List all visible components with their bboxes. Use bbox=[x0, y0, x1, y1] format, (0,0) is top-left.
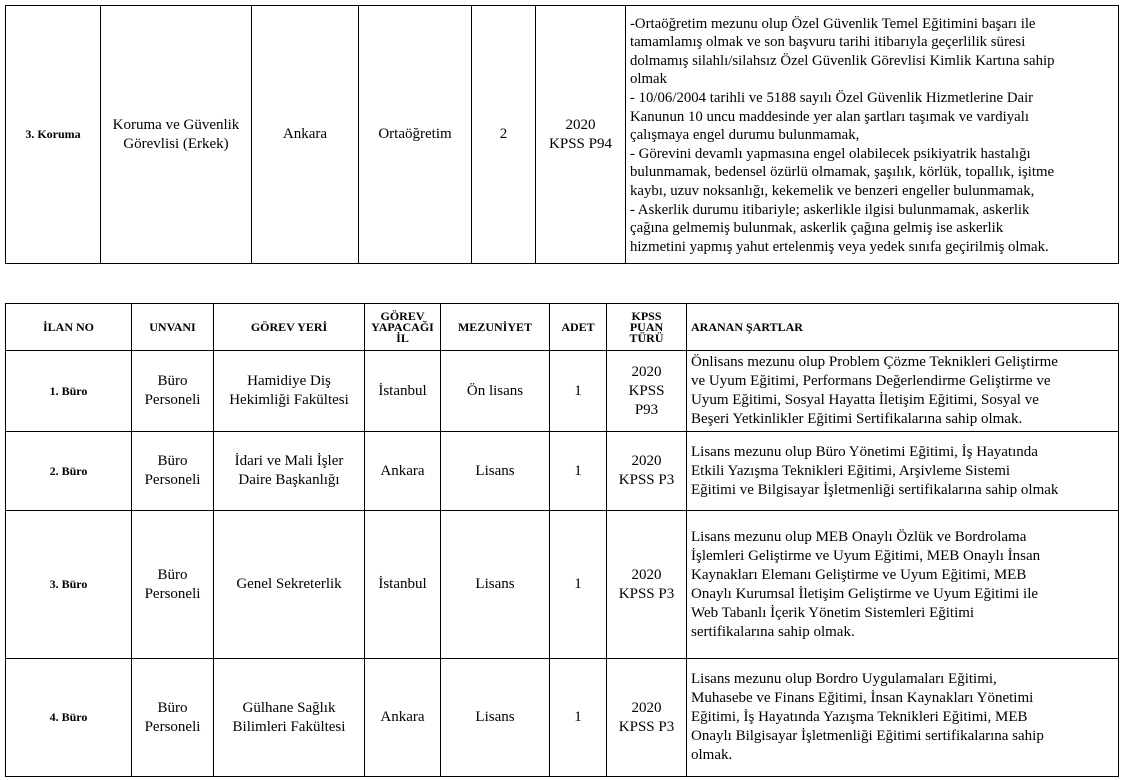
continuation-table bbox=[5, 5, 1119, 264]
header-mezuniyet: MEZUNİYET bbox=[441, 304, 550, 351]
header-unvan: UNVANI bbox=[132, 304, 214, 351]
unvan-cell: Büro Personeli bbox=[132, 659, 214, 777]
il-cell: Ankara bbox=[365, 432, 441, 511]
header-adet: ADET bbox=[550, 304, 607, 351]
kpss-cell: 2020 KPSS P3 bbox=[607, 511, 687, 659]
kpss-type: KPSS P94 bbox=[549, 135, 612, 152]
gorev-yeri-cell: Hamidiye Diş Hekimliği Fakültesi bbox=[214, 351, 365, 432]
adet-cell: 1 bbox=[550, 432, 607, 511]
sart-line: kaybı, uzuv noksanlığı, kekemelik ve benzeri engeller bulunmamak, bbox=[630, 182, 1035, 199]
header-sartlar: ARANAN ŞARTLAR bbox=[687, 304, 1119, 351]
table-row bbox=[6, 511, 1119, 659]
gorev-yeri-cell: İdari ve Mali İşler Daire Başkanlığı bbox=[214, 432, 365, 511]
sartlar-cell: Lisans mezunu olup Bordro Uygulamaları Eğitimi, Muhasebe ve Finans Eğitimi, İnsan Kaynakları Yönetimi Eğitimi, İş Hayatında Yazışma Teknikleri Eğitimi, MEB Onaylı Bilgisayar İşletmenliği Eğitimi sertifikalarına sahip olmak. bbox=[687, 659, 1119, 777]
ilan-no-cell: 2. Büro bbox=[6, 432, 132, 511]
sart-line: olmak bbox=[630, 71, 667, 88]
gorev-yeri-cell: Ankara bbox=[252, 6, 359, 264]
sart-line: Kanunun 10 uncu maddesinde yer alan şartları taşımak ve vardiyalı bbox=[630, 108, 1029, 125]
ilan-no-cell: 1. Büro bbox=[6, 351, 132, 432]
sartlar-cell: Önlisans mezunu olup Problem Çözme Teknikleri Geliştirme ve Uyum Eğitimi, Performans Değerlendirme Geliştirme ve Uyum Eğitimi, Sosyal Hayatta İletişim Eğitimi, Sosyal ve Beşeri Yetkinlikler Eğitimi Sertifikalarına sahip olmak. bbox=[687, 351, 1119, 432]
gorev-yeri-cell: Genel Sekreterlik bbox=[214, 511, 365, 659]
header-ilan-no: İLAN NO bbox=[6, 304, 132, 351]
table-row bbox=[6, 659, 1119, 777]
il-cell: İstanbul bbox=[365, 511, 441, 659]
kpss-cell: 2020 KPSS P3 bbox=[607, 659, 687, 777]
adet-cell: 1 bbox=[550, 351, 607, 432]
sart-line: çalışmaya engel durumu bulunmamak, bbox=[630, 127, 860, 144]
unvan-cell: Büro Personeli bbox=[132, 432, 214, 511]
table-row bbox=[6, 6, 1119, 264]
sart-line: hizmetini yapmış yahut ertelenmiş veya yedek sınıfa geçirilmiş olmak. bbox=[630, 238, 1049, 255]
sart-line: - Görevini devamlı yapmasına engel olabilecek psikiyatrik hastalığı bbox=[630, 145, 1031, 162]
sartlar-cell: Lisans mezunu olup MEB Onaylı Özlük ve Bordrolama İşlemleri Geliştirme ve Uyum Eğitimi, MEB Onaylı İnsan Kaynakları Elemanı Geliştirme ve Uyum Eğitimi, MEB Onaylı Kurumsal İletişim Geliştirme ve Uyum Eğitimi ile Web Tabanlı İçerik Yönetim Sistemleri Eğitimi sertifikalarına sahip olmak. bbox=[687, 511, 1119, 659]
mezuniyet-cell: Ön lisans bbox=[441, 351, 550, 432]
gorev-yeri-cell: Gülhane Sağlık Bilimleri Fakültesi bbox=[214, 659, 365, 777]
header-row bbox=[6, 304, 1119, 351]
ilan-no-cell: 4. Büro bbox=[6, 659, 132, 777]
sart-line: tamamlamış olmak ve son başvuru tarihi itibarıyla geçerlilik süresi bbox=[630, 34, 1026, 51]
table-row bbox=[6, 432, 1119, 511]
mezuniyet-cell: Lisans bbox=[441, 659, 550, 777]
sart-line: dolmamış silahlı/silahsız Özel Güvenlik Görevlisi Kimlik Kartına sahip bbox=[630, 52, 1055, 69]
header-il: GÖREV YAPACAĞI İL bbox=[365, 304, 441, 351]
table-row bbox=[6, 351, 1119, 432]
kpss-cell bbox=[536, 6, 626, 264]
mezuniyet-cell: Ortaöğretim bbox=[359, 6, 472, 264]
il-cell: İstanbul bbox=[365, 351, 441, 432]
header-kpss: KPSS PUAN TÜRÜ bbox=[607, 304, 687, 351]
adet-cell: 1 bbox=[550, 511, 607, 659]
adet-cell: 1 bbox=[550, 659, 607, 777]
sart-line: çağına gelmemiş bulunmak, askerlik çağına gelmiş ise askerlik bbox=[630, 220, 1004, 237]
ilan-no-cell: 3. Büro bbox=[6, 511, 132, 659]
sartlar-cell bbox=[626, 6, 1119, 264]
kpss-year: 2020 bbox=[565, 116, 596, 133]
mezuniyet-cell: Lisans bbox=[441, 511, 550, 659]
sart-line: bulunmamak, bedensel özürlü olmamak, şaşılık, körlük, topallık, işitme bbox=[630, 164, 1055, 181]
unvan-cell: Büro Personeli bbox=[132, 351, 214, 432]
kpss-cell: 2020 KPSS P93 bbox=[607, 351, 687, 432]
header-gorev-yeri: GÖREV YERİ bbox=[214, 304, 365, 351]
positions-table bbox=[5, 303, 1119, 777]
unvan-cell: Büro Personeli bbox=[132, 511, 214, 659]
il-cell: Ankara bbox=[365, 659, 441, 777]
adet-cell: 2 bbox=[472, 6, 536, 264]
ilan-no-cell: 3. Koruma bbox=[6, 6, 101, 264]
sart-line: - 10/06/2004 tarihli ve 5188 sayılı Özel Güvenlik Hizmetlerine Dair bbox=[630, 90, 1034, 107]
mezuniyet-cell: Lisans bbox=[441, 432, 550, 511]
unvan-cell: Koruma ve Güvenlik Görevlisi (Erkek) bbox=[101, 6, 252, 264]
kpss-cell: 2020 KPSS P3 bbox=[607, 432, 687, 511]
sartlar-cell: Lisans mezunu olup Büro Yönetimi Eğitimi, İş Hayatında Etkili Yazışma Teknikleri Eğitimi, Arşivleme Sistemi Eğitimi ve Bilgisayar İşletmenliği sertifikalarına sahip olmak bbox=[687, 432, 1119, 511]
sart-line: -Ortaöğretim mezunu olup Özel Güvenlik Temel Eğitimini başarı ile bbox=[630, 15, 1036, 32]
sart-line: - Askerlik durumu itibariyle; askerlikle ilgisi bulunmamak, askerlik bbox=[630, 201, 1030, 218]
